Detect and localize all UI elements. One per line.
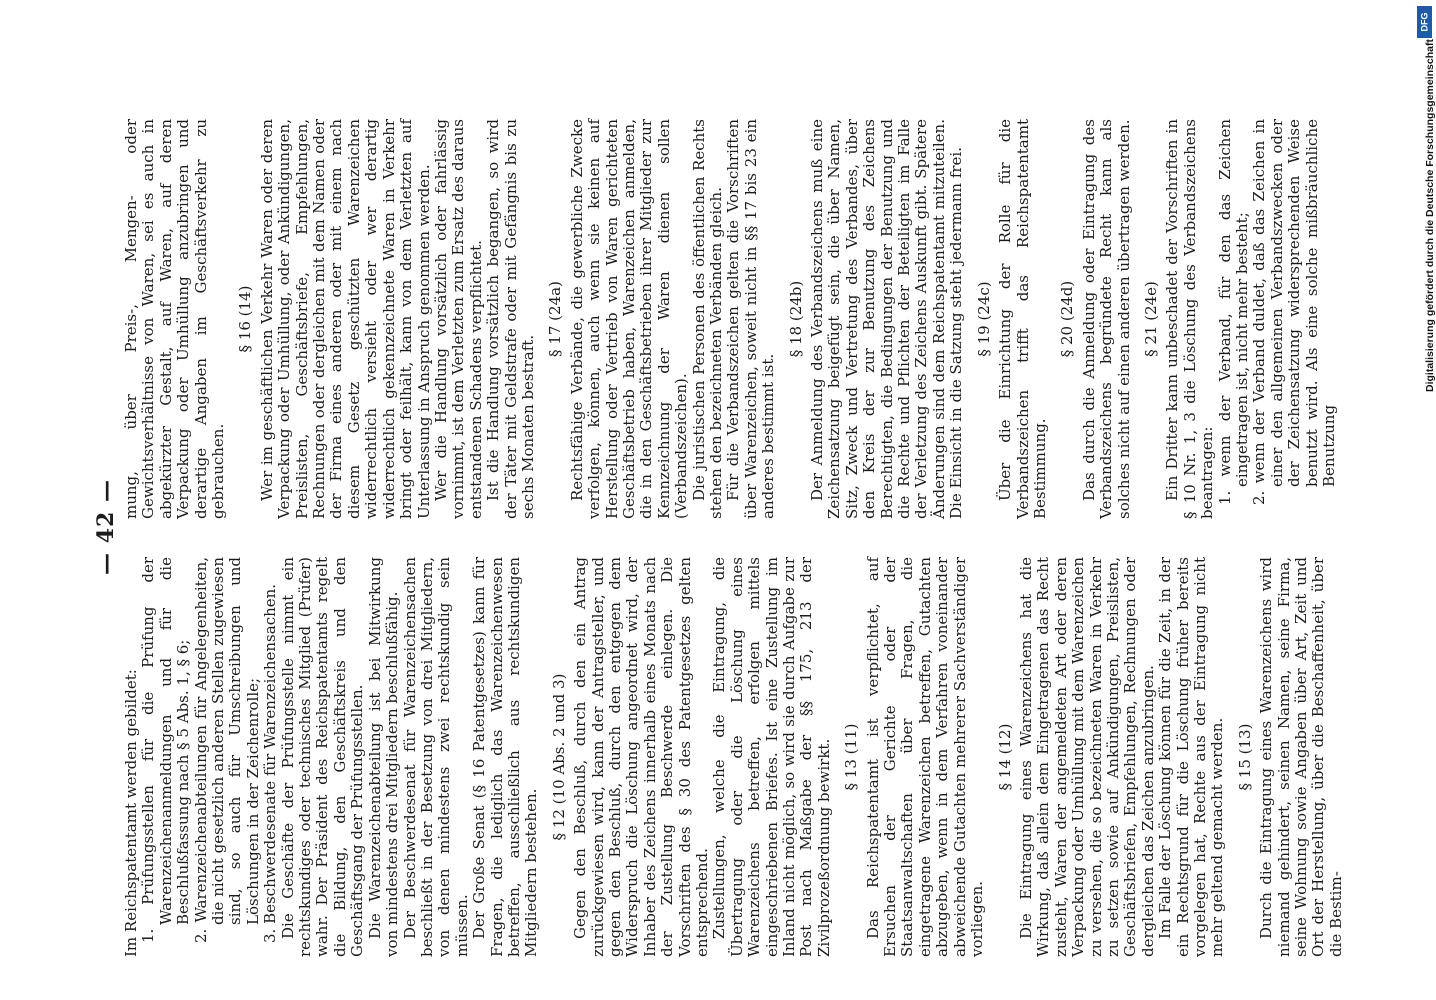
paragraph: Der Große Senat (§ 16 Patentgesetzes) kann für Fragen, die lediglich das Warenzeichenwesen betreffen, ausschließlich aus rechtskundigen Mitgliedern bestehen.: [470, 557, 541, 957]
paragraph: Durch die Eintragung eines Warenzeichens wird niemand gehindert, seinen Namen, seine Firma, seine Wohnung sowie Angaben über Art, Zeit und Ort der Herstellung, über die Beschaffenheit, über die Bestim-: [1257, 557, 1345, 957]
paragraph: Ist die Handlung vorsätzlich begangen, so wird der Täter mit Geldstrafe oder mit Gefängnis bis zu sechs Monaten bestraft.: [484, 119, 537, 519]
dfg-logo-text: DFG: [1419, 12, 1430, 32]
paragraph: Der Anmeldung des Verbandszeichens muß eine Zeichensatzung beigefügt sein, die über Namen, Sitz, Zweck und Vertretung des Verbandes, über den Kreis der zur Benutzung des Zeichens Berechtigten, die Bedingungen der Benutzung und die Rechte und Pflichten der Beteiligten im Falle der Verletzung des Zeichens Auskunft gibt. Spätere Änderungen sind dem Reichspatentamt mitzuteilen. Die Einsicht in die Satzung steht jedermann frei.: [808, 119, 966, 519]
left-column: [123, 557, 1345, 957]
list-item: 1. wenn der Verband, für den das Zeichen eingetragen ist, nicht mehr besteht;: [1215, 119, 1251, 505]
paragraph: Die juristischen Personen des öffentlichen Rechts stehen den bezeichneten Verbänden gleich.: [689, 119, 725, 519]
paragraph: Wer im geschäftlichen Verkehr Waren oder deren Verpackung oder Umhüllung, oder Ankündigungen, Preislisten, Geschäftsbriefe, Empfehlungen, Rechnungen oder dergleichen mit dem Namen oder der Firma eines anderen oder mit einem nach diesem Gesetz geschützten Warenzeichen widerrechtlich versieht oder wer derartig widerrechtlich gekennzeichnete Waren in Verkehr bringt oder feilhält, kann von dem Verletzten auf Unterlassung in Anspruch genommen werden.: [257, 119, 433, 519]
paragraph: Wer die Handlung vorsätzlich oder fahrlässig vornimmt, ist dem Verletzten zum Ersatz des daraus entstandenen Schadens verpflichtet.: [431, 119, 485, 519]
paragraph: Der Beschwerdesenat für Warenzeichensachen beschließt in der Besetzung von drei Mitgliedern, von denen mindestens zwei rechtskundig sein müssen.: [400, 557, 471, 957]
section-heading: § 17 (24a): [546, 281, 565, 357]
paragraph: Gegen den Beschluß, durch den ein Antrag zurückgewiesen wird, kann der Antragsteller, und gegen den Beschluß, durch den entgegen dem Widerspruch die Löschung angeordnet wird, der Inhaber des Zeichens innerhalb eines Monats nach der Zustellung Beschwerde einlegen. Die Vorschriften des § 30 des Patentgesetzes gelten entsprechend.: [571, 557, 711, 957]
paragraph: Rechtsfähige Verbände, die gewerbliche Zwecke verfolgen, können, auch wenn sie keinen auf Herstellung oder Vertrieb von Waren gerichteten Geschäftsbetrieb haben, Warenzeichen anmelden, die in den Geschäftsbetrieben ihrer Mitglieder zur Kennzeichnung der Waren dienen sollen (Verbandszeichen).: [567, 119, 691, 519]
paragraph: Das durch die Anmeldung oder Eintragung des Verbandszeichens begründete Recht kann als solches nicht auf einen anderen übertragen werden.: [1079, 119, 1133, 519]
section-heading: § 14 (12): [995, 723, 1014, 791]
paragraph: Ein Dritter kann unbeschadet der Vorschriften in § 10 Nr. 1, 3 die Löschung des Verbandszeichens beantragen:: [1163, 119, 1217, 519]
section-heading: § 18 (24b): [786, 280, 805, 358]
section-heading: § 19 (24c): [974, 281, 993, 357]
section-heading: § 16 (14): [236, 285, 255, 353]
section-heading: § 12 (10 Abs. 2 und 3): [549, 673, 568, 841]
dfg-logo: [1417, 6, 1432, 38]
digitization-credit: Digitalisierung gefördert durch die Deutsche Forschungsgemeinschaft: [1424, 39, 1436, 392]
intro-text: Im Reichspatentamt werden gebildet:: [122, 669, 140, 957]
section-heading: § 20 (24d): [1058, 280, 1077, 358]
list-item: 1. Prüfungsstellen für die Prüfung der Warenzeichenanmeldungen und für die Beschlußfassung nach § 5 Abs. 1, § 6;: [139, 557, 193, 943]
section-heading: § 13 (11): [842, 723, 861, 791]
list-item: 3. Beschwerdesenate für Warenzeichensachen.: [261, 583, 280, 943]
paragraph: Die Warenzeichenabteilung ist bei Mitwirkung von mindestens drei Mitgliedern beschlußfähig.: [365, 557, 402, 957]
list-item: 2. Warenzeichenabteilungen für Angelegenheiten, die nicht gesetzlich anderen Stellen zugewiesen sind, so auch für Umschreibungen und Löschungen in der Zeichenrolle;: [191, 557, 262, 943]
paragraph: mung, über Preis-, Mengen- oder Gewichtsverhältnisse von Waren, sei es auch in abgekürzter Gestalt, auf Waren, auf deren Verpackung oder Umhüllung anzubringen und derartige Angaben im Geschäftsverkehr zu gebrauchen.: [122, 119, 228, 519]
right-column: [123, 119, 1338, 519]
paragraph: Das Reichspatentamt ist verpflichtet, auf Ersuchen der Gerichte oder der Staatsanwaltschaften über Fragen, die eingetragene Warenzeichen betreffen, Gutachten abzugeben, wenn in dem Verfahren voneinander abweichende Gutachten mehrerer Sachverständiger vorliegen.: [863, 557, 987, 957]
list-item: 2. wenn der Verband duldet, daß das Zeichen in einer den allgemeinen Verbandszwecken oder der Zeichensatzung widersprechenden Weise benutzt wird. Als eine solche mißbräuchliche Benutzung: [1250, 119, 1338, 505]
section-heading: § 15 (13): [1235, 723, 1254, 791]
section-heading: § 21 (24e): [1141, 281, 1160, 357]
authority-list: [140, 557, 279, 957]
paragraph: Für die Verbandszeichen gelten die Vorschriften über Warenzeichen, soweit nicht in §§ 17 bis 23 ein anderes bestimmt ist.: [724, 119, 778, 519]
paragraph: Die Eintragung eines Warenzeichens hat die Wirkung, daß allein dem Eingetragenen das Recht zusteht, Waren der angemeldeten Art oder deren Verpackung oder Umhüllung mit dem Warenzeichen zu versehen, die so bezeichneten Waren in Verkehr zu setzen sowie auf Ankündigungen, Preislisten, Geschäftsbriefen, Empfehlungen, Rechnungen oder dergleichen das Zeichen anzubringen.: [1016, 557, 1157, 957]
paragraph: Im Falle der Löschung können für die Zeit, in der ein Rechtsgrund für die Löschung früher bereits vorgelegen hat, Rechte aus der Eintragung nicht mehr geltend gemacht werden.: [1156, 557, 1227, 957]
paragraph: Zustellungen, welche die Eintragung, die Übertragung oder die Löschung eines Warenzeichens betreffen, erfolgen mittels eingeschriebenen Briefes. Ist eine Zustellung im Inland nicht möglich, so wird sie durch Aufgabe zur Post nach Maßgabe der §§ 175, 213 der Zivilprozeßordnung bewirkt.: [710, 557, 833, 957]
rotated-page: [93, 97, 1345, 957]
paragraph: Über die Einrichtung der Rolle für die Verbandszeichen trifft das Reichspatentamt Bestimmung.: [996, 119, 1049, 519]
page-number: — 42 —: [93, 479, 119, 575]
paragraph: Die Geschäfte der Prüfungsstelle nimmt ein rechtskundiges oder technisches Mitglied (Prüfer) wahr. Der Präsident des Reichspatentamts regelt die Bildung, den Geschäftskreis und den Geschäftsgang der Prüfungsstellen.: [278, 557, 367, 957]
deletion-grounds-list: [1217, 119, 1339, 519]
